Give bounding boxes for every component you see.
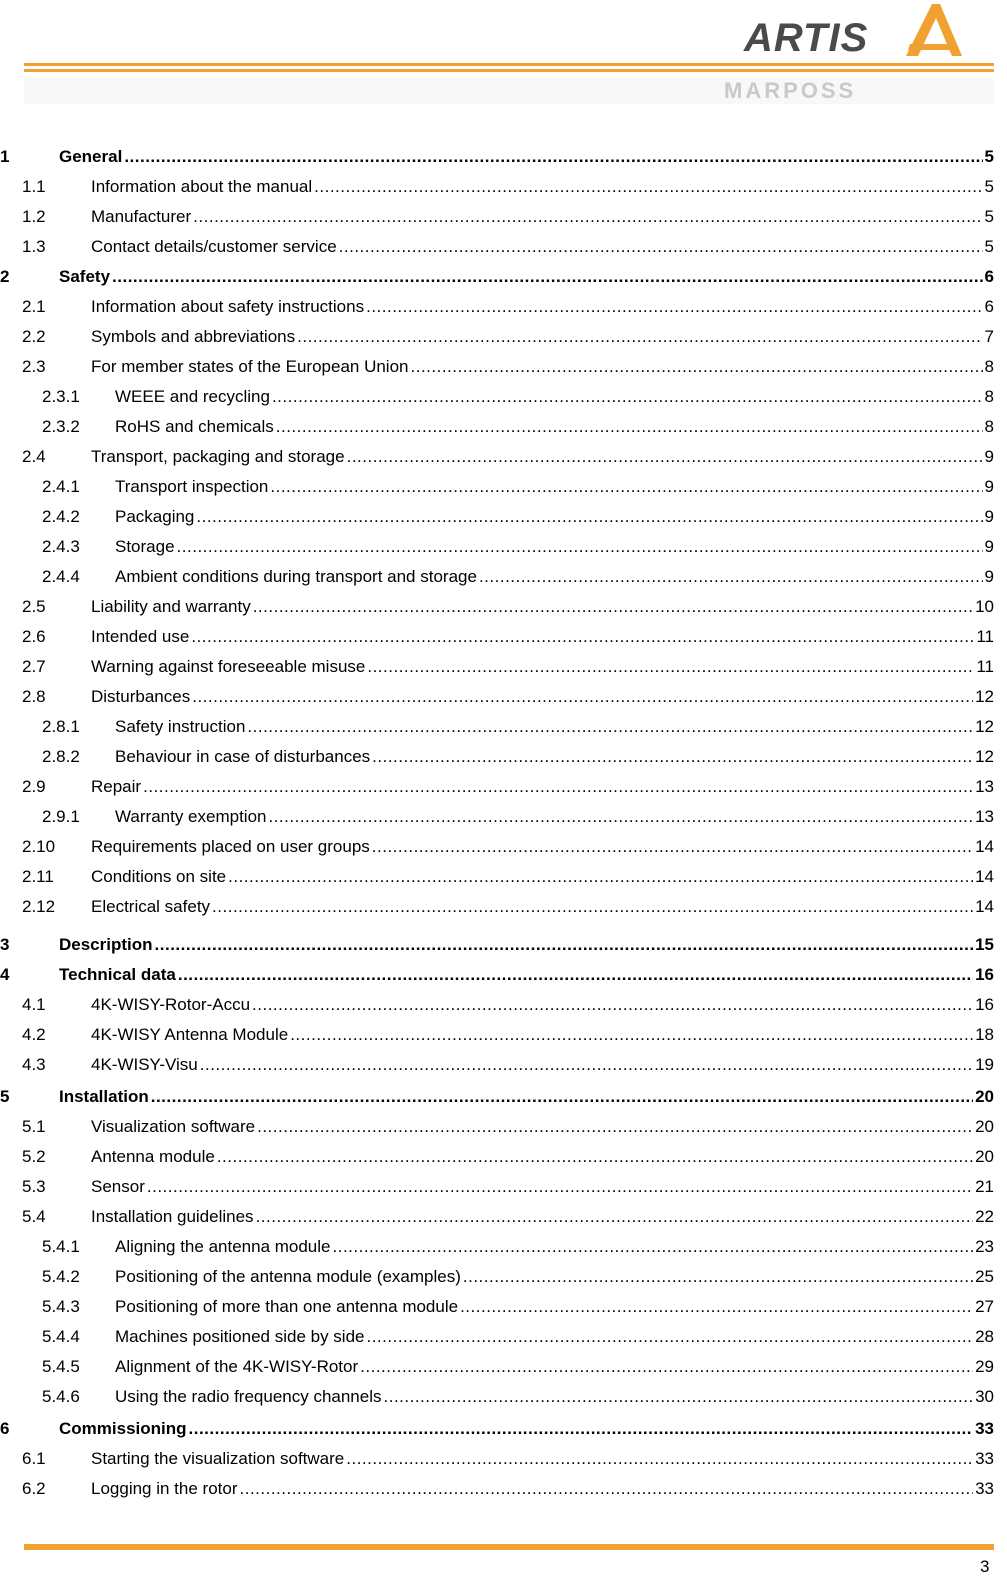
toc-entry-page: 18: [975, 1025, 994, 1044]
toc-entry-page: 5: [984, 177, 994, 196]
toc-entry-body: [91, 1023, 994, 1047]
toc-leader-dots: [147, 1175, 973, 1199]
toc-entry-body: [91, 175, 994, 199]
toc-entry-body: [91, 1053, 994, 1077]
toc-entry-body: [91, 993, 994, 1017]
toc-entry-body: [115, 1325, 994, 1349]
toc-leader-dots: [346, 1447, 973, 1471]
toc-entry-page: 9: [984, 537, 994, 556]
toc-entry-body: [115, 505, 994, 529]
toc-entry-title: Safety instruction: [115, 717, 246, 736]
toc-entry-page: 33: [975, 1449, 994, 1468]
toc-entry-title: Technical data: [59, 965, 176, 984]
toc-entry-page: 8: [984, 417, 994, 436]
toc-leader-dots: [276, 415, 983, 439]
toc-entry-number: 2.8: [22, 687, 46, 706]
toc-entry-title: Description: [59, 935, 153, 954]
toc-leader-dots: [191, 625, 974, 649]
toc-entry-title: Packaging: [115, 507, 195, 526]
toc-entry-body: [59, 963, 994, 987]
page-header: [0, 0, 1007, 110]
toc-entry-number: 3: [0, 935, 10, 954]
toc-entry-body: [91, 235, 994, 259]
toc-entry-title: Ambient conditions during transport and storage: [115, 567, 477, 586]
toc-entry-title: General: [59, 147, 123, 166]
toc-leader-dots: [178, 963, 973, 987]
toc-entry-number: 5.4.3: [42, 1297, 80, 1316]
toc-leader-dots: [372, 835, 973, 859]
toc-leader-dots: [257, 1115, 973, 1139]
toc-entry-page: 6: [984, 297, 994, 316]
toc-entry-title: Information about safety instructions: [91, 297, 365, 316]
toc-entry-page: 28: [975, 1327, 994, 1346]
toc-entry-number: 2.4: [22, 447, 46, 466]
toc-entry-number: 1.3: [22, 237, 46, 256]
toc-entry-title: RoHS and chemicals: [115, 417, 274, 436]
toc-leader-dots: [217, 1145, 973, 1169]
toc-entry-title: Disturbances: [91, 687, 191, 706]
toc-leader-dots: [252, 993, 973, 1017]
toc-entry-body: [115, 535, 994, 559]
toc-leader-dots: [479, 565, 983, 589]
toc-entry-title: Information about the manual: [91, 177, 313, 196]
toc-entry-page: 14: [975, 837, 994, 856]
toc-leader-dots: [193, 205, 982, 229]
toc-entry-title: 4K-WISY-Rotor-Accu: [91, 995, 251, 1014]
toc-leader-dots: [366, 1325, 973, 1349]
toc-entry-page: 5: [984, 237, 994, 256]
toc-entry-body: [115, 385, 994, 409]
toc-entry-body: [91, 865, 994, 889]
toc-entry-number: 2.7: [22, 657, 46, 676]
toc-entry-body: [91, 685, 994, 709]
toc-entry-page: 5: [984, 147, 994, 166]
toc-entry-body: [91, 625, 994, 649]
toc-entry-page: 21: [975, 1177, 994, 1196]
toc-entry-title: 4K-WISY Antenna Module: [91, 1025, 289, 1044]
toc-entry-body: [91, 295, 994, 319]
toc-entry-title: Antenna module: [91, 1147, 215, 1166]
toc-entry-body: [91, 445, 994, 469]
toc-entry-number: 5.4.1: [42, 1237, 80, 1256]
toc-entry-page: 29: [975, 1357, 994, 1376]
toc-entry-page: 7: [984, 327, 994, 346]
toc-entry-body: [91, 1145, 994, 1169]
toc-entry-body: [115, 415, 994, 439]
toc-entry-page: 19: [975, 1055, 994, 1074]
toc-leader-dots: [314, 175, 982, 199]
toc-entry-number: 4.2: [22, 1025, 46, 1044]
toc-entry-title: Machines positioned side by side: [115, 1327, 365, 1346]
toc-leader-dots: [247, 715, 973, 739]
toc-entry-number: 2.5: [22, 597, 46, 616]
toc-entry-page: 14: [975, 867, 994, 886]
toc-leader-dots: [228, 865, 973, 889]
toc-leader-dots: [384, 1385, 974, 1409]
toc-entry-page: 20: [975, 1147, 994, 1166]
toc-entry-number: 5.1: [22, 1117, 46, 1136]
toc-leader-dots: [272, 385, 983, 409]
toc-leader-dots: [270, 475, 982, 499]
toc-entry-page: 33: [975, 1419, 994, 1438]
artis-logo-mark-icon: [896, 0, 966, 60]
toc-entry-page: 14: [975, 897, 994, 916]
toc-entry-number: 2: [0, 267, 10, 286]
toc-entry-body: [115, 1235, 994, 1259]
toc-entry-body: [115, 1265, 994, 1289]
toc-entry-page: 9: [984, 447, 994, 466]
toc-entry-title: Conditions on site: [91, 867, 227, 886]
toc-entry-page: 20: [975, 1117, 994, 1136]
toc-entry-body: [91, 1205, 994, 1229]
toc-entry-page: 12: [975, 717, 994, 736]
artis-logo: ARTIS: [744, 16, 869, 60]
toc-entry-title: Sensor: [91, 1177, 145, 1196]
toc-entry-page: 10: [975, 597, 994, 616]
toc-entry-number: 5.4.6: [42, 1387, 80, 1406]
toc-entry-body: [115, 805, 994, 829]
toc-entry-number: 2.3.2: [42, 417, 80, 436]
toc-entry-number: 2.4.2: [42, 507, 80, 526]
toc-entry-number: 2.12: [22, 897, 56, 916]
toc-entry-number: 2.1: [22, 297, 46, 316]
toc-leader-dots: [372, 745, 973, 769]
toc-leader-dots: [297, 325, 982, 349]
toc-entry-body: [91, 355, 994, 379]
toc-leader-dots: [366, 295, 982, 319]
toc-leader-dots: [268, 805, 973, 829]
toc-leader-dots: [253, 595, 973, 619]
toc-entry-body: [91, 1115, 994, 1139]
toc-entry-title: Symbols and abbreviations: [91, 327, 296, 346]
toc-leader-dots: [360, 1355, 973, 1379]
toc-entry-number: 2.4.1: [42, 477, 80, 496]
toc-entry-title: WEEE and recycling: [115, 387, 270, 406]
toc-entry-page: 13: [975, 807, 994, 826]
toc-entry-body: [91, 1477, 994, 1501]
toc-entry-body: [115, 715, 994, 739]
toc-entry-title: Transport, packaging and storage: [91, 447, 345, 466]
toc-entry-title: Positioning of the antenna module (examples): [115, 1267, 461, 1286]
toc-entry-title: Behaviour in case of disturbances: [115, 747, 371, 766]
toc-entry-body: [91, 655, 994, 679]
toc-entry-number: 5.2: [22, 1147, 46, 1166]
toc-entry-title: Alignment of the 4K-WISY-Rotor: [115, 1357, 359, 1376]
toc-entry-number: 4: [0, 965, 10, 984]
toc-leader-dots: [290, 1023, 973, 1047]
toc-entry-number: 5.4: [22, 1207, 46, 1226]
toc-entry-page: 11: [976, 657, 994, 676]
toc-entry-number: 6.1: [22, 1449, 46, 1468]
toc-entry-title: Safety: [59, 267, 111, 286]
toc-entry-number: 5: [0, 1087, 10, 1106]
toc-entry-body: [91, 775, 994, 799]
toc-leader-dots: [256, 1205, 974, 1229]
toc-entry-page: 5: [984, 207, 994, 226]
toc-entry-page: 33: [975, 1479, 994, 1498]
toc-leader-dots: [196, 505, 982, 529]
toc-entry-number: 2.10: [22, 837, 56, 856]
toc-entry-number: 2.8.2: [42, 747, 80, 766]
toc-entry-title: Logging in the rotor: [91, 1479, 238, 1498]
toc-entry-number: 2.3: [22, 357, 46, 376]
toc-entry-title: Intended use: [91, 627, 190, 646]
toc-entry-page: 8: [984, 387, 994, 406]
toc-entry-page: 20: [975, 1087, 994, 1106]
toc-entry-title: Requirements placed on user groups: [91, 837, 370, 856]
toc-entry-body: [91, 205, 994, 229]
toc-leader-dots: [212, 895, 973, 919]
toc-leader-dots: [200, 1053, 973, 1077]
toc-entry-title: Contact details/customer service: [91, 237, 337, 256]
toc-entry-number: 5.4.5: [42, 1357, 80, 1376]
toc-entry-title: Warranty exemption: [115, 807, 267, 826]
toc-entry-title: Visualization software: [91, 1117, 256, 1136]
toc-entry-body: [115, 1295, 994, 1319]
toc-entry-number: 1.1: [22, 177, 46, 196]
toc-entry-number: 4.3: [22, 1055, 46, 1074]
toc-entry-page: 9: [984, 567, 994, 586]
toc-leader-dots: [411, 355, 983, 379]
toc-entry-page: 30: [975, 1387, 994, 1406]
toc-entry-page: 9: [984, 507, 994, 526]
toc-entry-body: [115, 745, 994, 769]
toc-entry-number: 2.6: [22, 627, 46, 646]
toc-entry-number: 1.2: [22, 207, 46, 226]
toc-entry-title: Manufacturer: [91, 207, 192, 226]
toc-entry-title: Positioning of more than one antenna module: [115, 1297, 459, 1316]
toc-entry-number: 2.4.3: [42, 537, 80, 556]
toc-entry-body: [59, 145, 994, 169]
toc-entry-title: Using the radio frequency channels: [115, 1387, 382, 1406]
toc-entry-body: [59, 265, 994, 289]
toc-leader-dots: [124, 145, 982, 169]
toc-leader-dots: [367, 655, 974, 679]
toc-entry-number: 5.4.4: [42, 1327, 80, 1346]
marposs-logo: MARPOSS: [724, 78, 857, 103]
toc-leader-dots: [143, 775, 973, 799]
toc-entry-body: [91, 595, 994, 619]
toc-entry-title: Warning against foreseeable misuse: [91, 657, 366, 676]
toc-entry-page: 12: [975, 687, 994, 706]
toc-entry-page: 16: [975, 995, 994, 1014]
toc-leader-dots: [347, 445, 983, 469]
toc-leader-dots: [177, 535, 983, 559]
toc-entry-body: [115, 565, 994, 589]
toc-entry-number: 6.2: [22, 1479, 46, 1498]
toc-entry-page: 6: [984, 267, 994, 286]
toc-entry-number: 6: [0, 1419, 10, 1438]
toc-entry-body: [115, 1385, 994, 1409]
toc-entry-title: Transport inspection: [115, 477, 269, 496]
toc-entry-body: [91, 895, 994, 919]
toc-leader-dots: [151, 1085, 973, 1109]
footer-accent-line: [24, 1544, 994, 1550]
header-accent-line: [24, 63, 994, 73]
toc-entry-number: 2.2: [22, 327, 46, 346]
toc-entry-page: 8: [984, 357, 994, 376]
toc-entry-title: Installation guidelines: [91, 1207, 254, 1226]
toc-entry-page: 9: [984, 477, 994, 496]
toc-entry-title: Aligning the antenna module: [115, 1237, 331, 1256]
toc-entry-title: 4K-WISY-Visu: [91, 1055, 198, 1074]
toc-entry-page: 16: [975, 965, 994, 984]
toc-entry-page: 11: [976, 627, 994, 646]
toc-entry-number: 2.8.1: [42, 717, 80, 736]
toc-entry-page: 27: [975, 1297, 994, 1316]
toc-entry-body: [59, 933, 994, 957]
toc-entry-page: 23: [975, 1237, 994, 1256]
toc-entry-number: 5.3: [22, 1177, 46, 1196]
toc-entry-page: 15: [975, 935, 994, 954]
toc-entry-page: 25: [975, 1267, 994, 1286]
toc-leader-dots: [333, 1235, 974, 1259]
toc-entry-number: 2.9: [22, 777, 46, 796]
toc-leader-dots: [339, 235, 983, 259]
toc-entry-title: Commissioning: [59, 1419, 187, 1438]
toc-entry-number: 2.11: [22, 867, 54, 886]
toc-leader-dots: [189, 1417, 974, 1441]
toc-entry-title: Storage: [115, 537, 175, 556]
toc-entry-title: Repair: [91, 777, 142, 796]
toc-leader-dots: [155, 933, 974, 957]
toc-entry-title: Installation: [59, 1087, 149, 1106]
toc-entry-body: [91, 1175, 994, 1199]
toc-leader-dots: [240, 1477, 974, 1501]
toc-entry-body: [91, 325, 994, 349]
toc-leader-dots: [463, 1265, 973, 1289]
toc-entry-body: [59, 1417, 994, 1441]
toc-entry-page: 13: [975, 777, 994, 796]
toc-entry-title: Electrical safety: [91, 897, 211, 916]
toc-entry-page: 22: [975, 1207, 994, 1226]
toc-leader-dots: [460, 1295, 973, 1319]
toc-leader-dots: [192, 685, 973, 709]
toc-entry-body: [115, 1355, 994, 1379]
toc-entry-title: Liability and warranty: [91, 597, 251, 616]
toc-entry-body: [91, 1447, 994, 1471]
toc-entry-body: [115, 475, 994, 499]
toc-entry-number: 2.3.1: [42, 387, 80, 406]
toc-entry-number: 5.4.2: [42, 1267, 80, 1286]
toc-entry-number: 4.1: [22, 995, 46, 1014]
page-number: 3: [980, 1557, 990, 1576]
toc-entry-number: 2.4.4: [42, 567, 80, 586]
toc-entry-body: [59, 1085, 994, 1109]
toc-entry-title: Starting the visualization software: [91, 1449, 345, 1468]
toc-entry-number: 1: [0, 147, 10, 166]
toc-entry-title: For member states of the European Union: [91, 357, 409, 376]
toc-entry-number: 2.9.1: [42, 807, 80, 826]
toc-entry-body: [91, 835, 994, 859]
toc-entry-page: 12: [975, 747, 994, 766]
toc-leader-dots: [112, 265, 983, 289]
